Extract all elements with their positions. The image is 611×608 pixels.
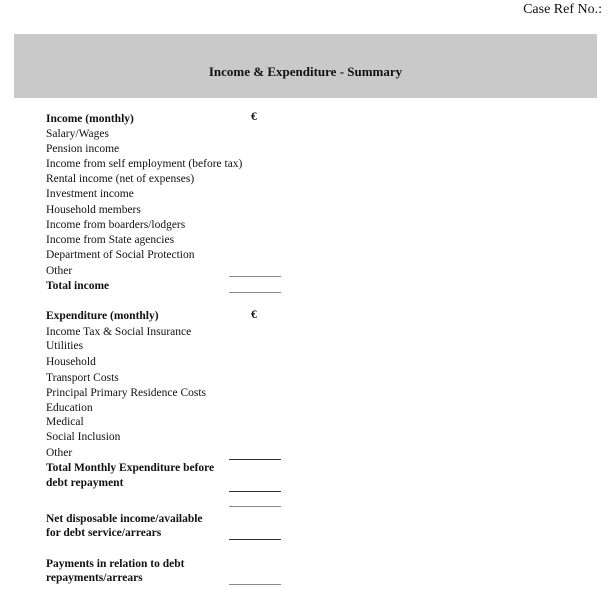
total-income-label: Total income [46, 280, 110, 292]
total-income-field-line[interactable] [229, 292, 281, 293]
expenditure-item-utilities: Utilities [46, 340, 84, 352]
payments-field-line[interactable] [229, 584, 281, 585]
total-expenditure-label-line2: debt repayment [46, 477, 124, 489]
case-ref-label: Case Ref No.: [523, 2, 602, 17]
expenditure-item-residence: Principal Primary Residence Costs [46, 387, 207, 399]
income-item-social-protection: Department of Social Protection [46, 249, 195, 261]
income-item-boarders: Income from boarders/lodgers [46, 219, 186, 231]
expenditure-item-household: Household [46, 356, 96, 368]
expenditure-currency-symbol: € [251, 309, 257, 321]
income-item-pension: Pension income [46, 143, 120, 155]
income-item-salary: Salary/Wages [46, 128, 109, 140]
payments-label-line2: repayments/arrears [46, 572, 143, 584]
expenditure-item-other: Other [46, 447, 73, 459]
expenditure-other-field-line[interactable] [229, 459, 281, 460]
separator-line [229, 506, 281, 507]
income-item-rental: Rental income (net of expenses) [46, 173, 195, 185]
page-title: Income & Expenditure - Summary [208, 64, 403, 79]
income-item-other: Other [46, 265, 73, 277]
payments-label-line1: Payments in relation to debt [46, 558, 185, 570]
expenditure-item-income-tax: Income Tax & Social Insurance [46, 326, 192, 338]
income-item-investment: Investment income [46, 188, 134, 200]
income-item-state-agencies: Income from State agencies [46, 234, 175, 246]
income-currency-symbol: € [251, 111, 257, 123]
net-income-label-line2: for debt service/arrears [46, 527, 162, 539]
expenditure-item-social-inclusion: Social Inclusion [46, 431, 121, 443]
income-heading: Income (monthly) [46, 113, 134, 125]
total-expenditure-field-line[interactable] [229, 491, 281, 492]
net-income-label-line1: Net disposable income/available [46, 513, 203, 525]
net-income-field-line[interactable] [229, 539, 281, 540]
income-item-household-members: Household members [46, 204, 141, 216]
expenditure-item-medical: Medical [46, 416, 84, 428]
income-item-self-employment: Income from self employment (before tax) [46, 158, 243, 170]
expenditure-heading: Expenditure (monthly) [46, 310, 159, 322]
total-expenditure-label-line1: Total Monthly Expenditure before [46, 462, 215, 474]
income-other-field-line[interactable] [229, 276, 281, 277]
expenditure-item-education: Education [46, 402, 93, 414]
expenditure-item-transport: Transport Costs [46, 372, 119, 384]
summary-banner [14, 34, 597, 98]
